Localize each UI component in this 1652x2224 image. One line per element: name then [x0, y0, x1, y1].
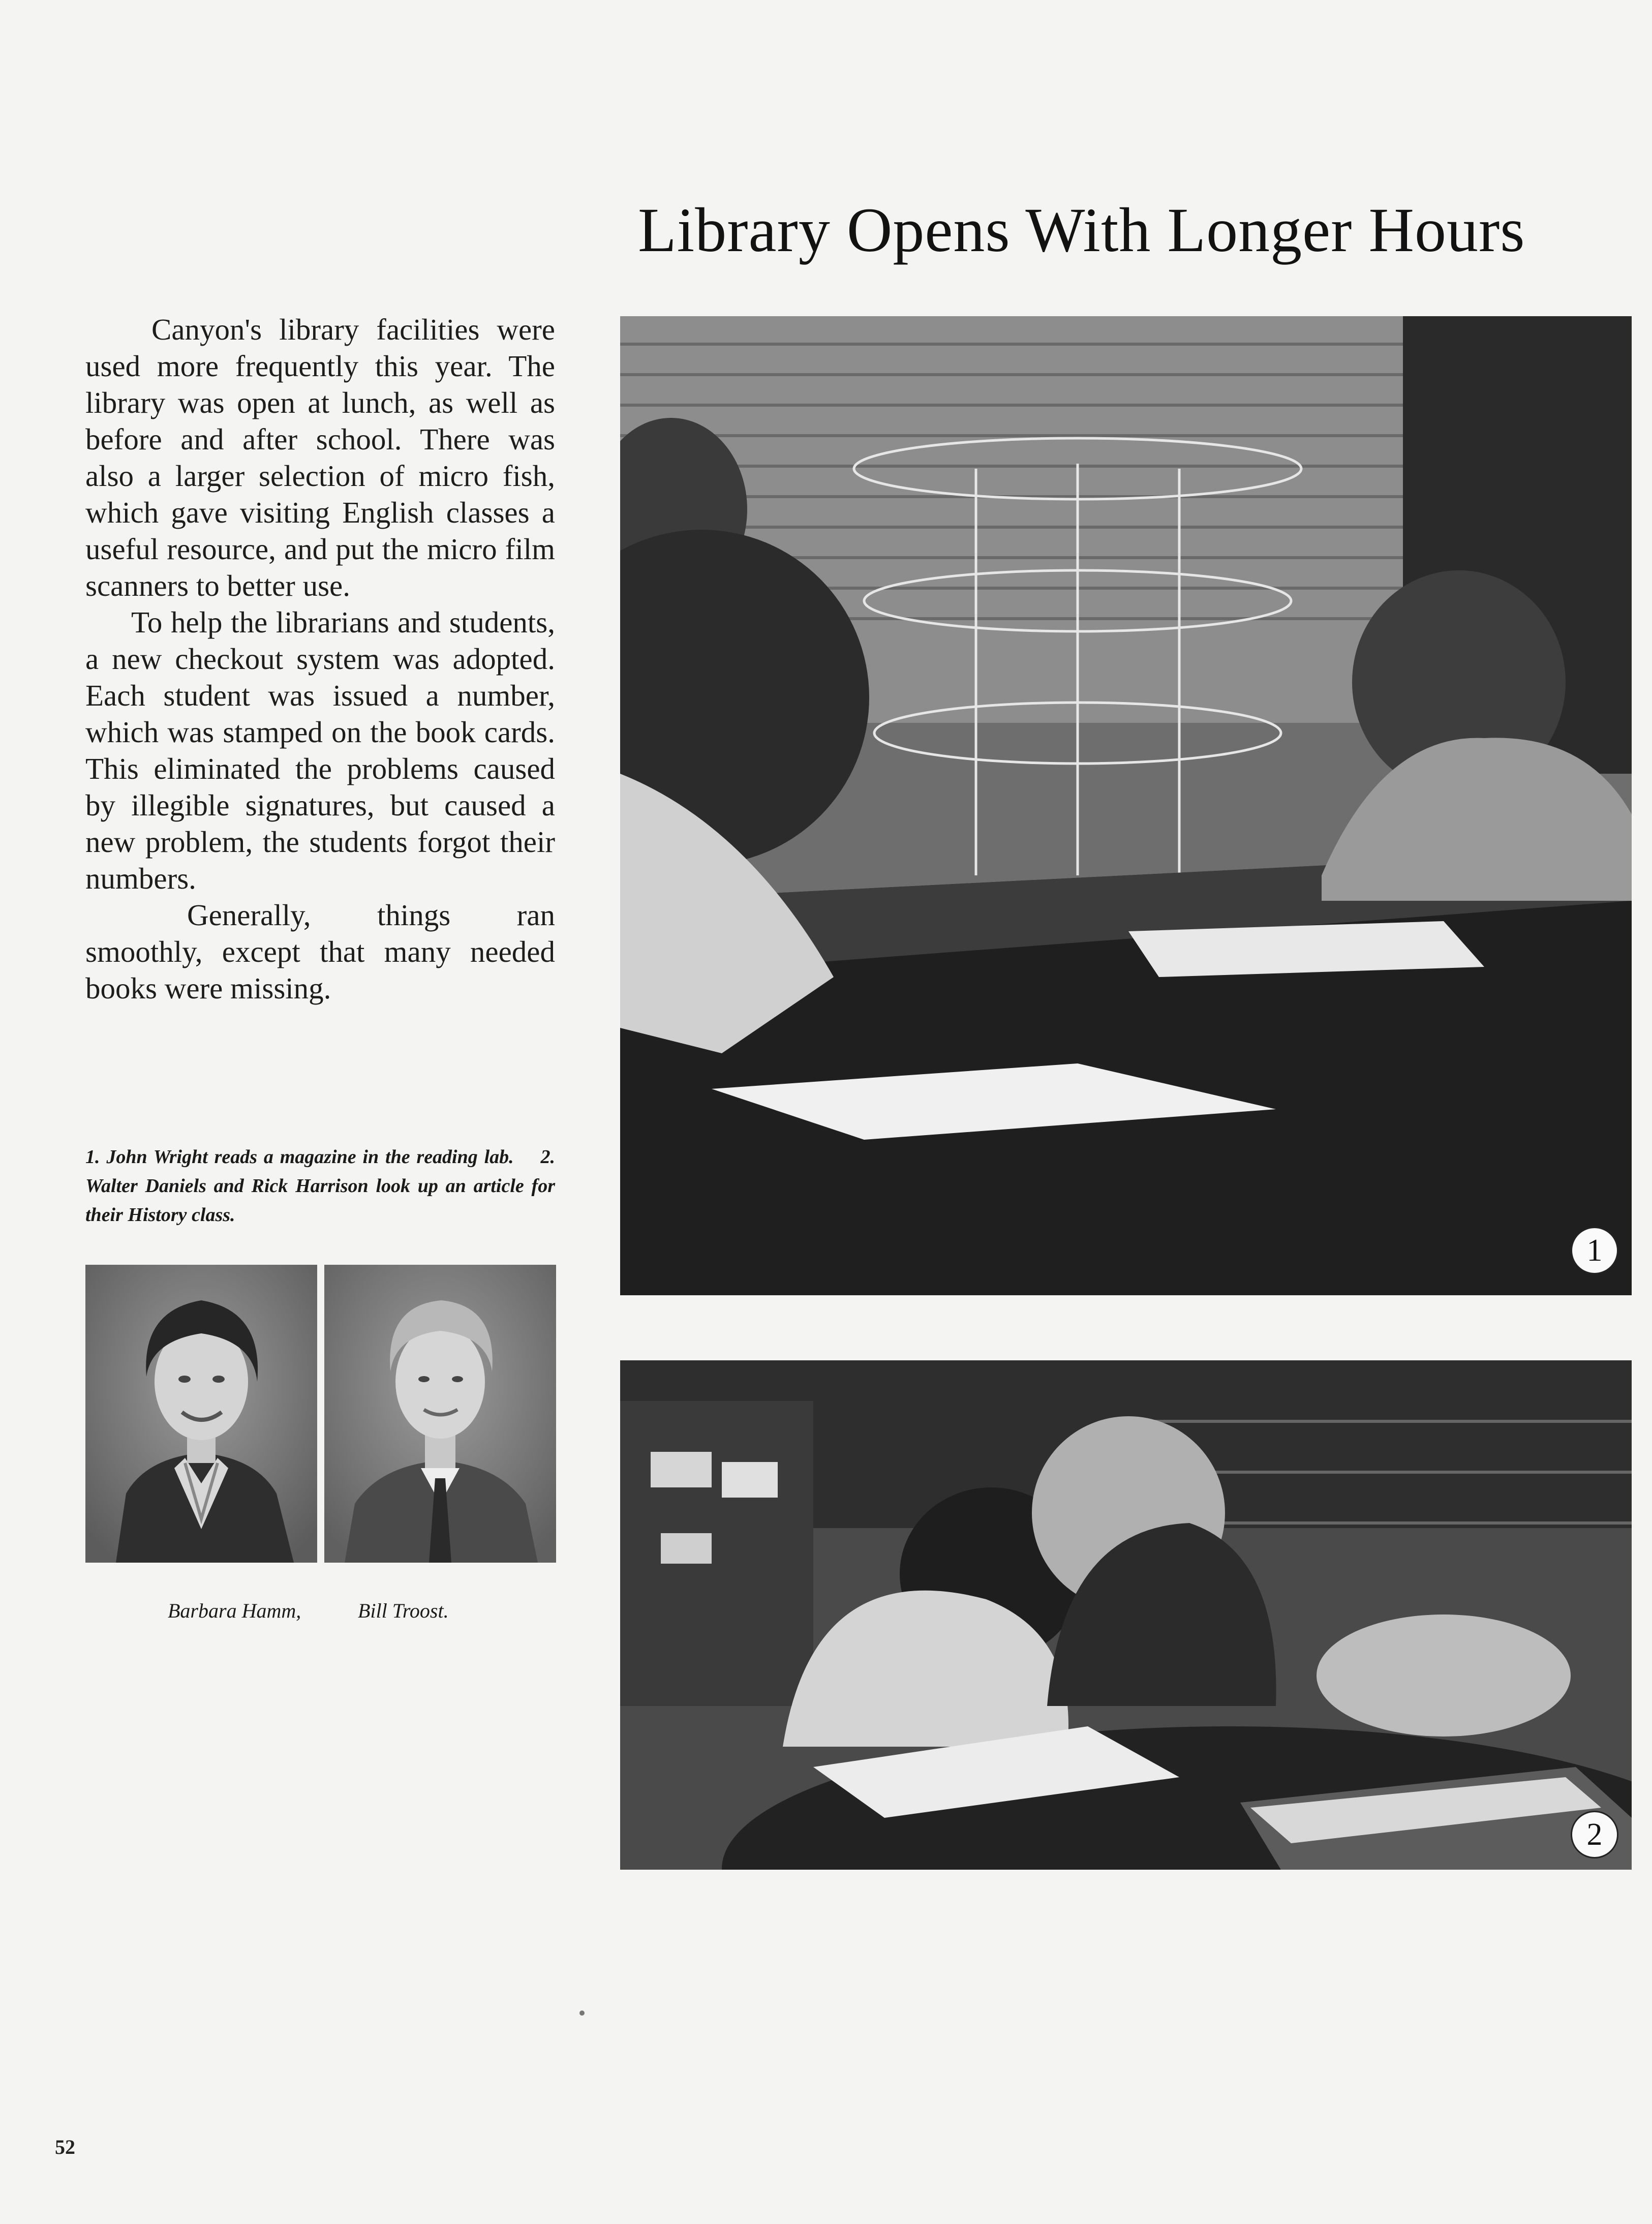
page-title: Library Opens With Longer Hours — [638, 195, 1525, 265]
caption-item-1: 1. John Wright reads a magazine in the reading lab. — [85, 1146, 514, 1168]
portrait-name-right: Bill Troost. — [358, 1599, 449, 1622]
photo-history-article — [620, 1360, 1632, 1870]
paragraph-3: Generally, things ran smoothly, except that many needed books were missing. — [85, 898, 555, 1005]
portrait-bill-troost — [324, 1265, 556, 1563]
paragraph-2: To help the librarians and students, a new checkout system was adopted. Each student was issued a number, which was stamped on the book cards. This eliminated the problems caused by illegible signatures, but caused a new problem, the students forgot their numbers. — [85, 605, 555, 895]
portrait-name-left: Barbara Hamm, — [168, 1599, 301, 1622]
photo-caption — [85, 1143, 555, 1230]
caption-item-2: 2. Walter Daniels and Rick Harrison look up an article for their History class. — [85, 1146, 555, 1226]
speck — [579, 2010, 585, 2016]
photo-2-number-badge: 2 — [1571, 1811, 1618, 1859]
article-body — [85, 311, 555, 1007]
portrait-barbara-hamm — [85, 1265, 317, 1563]
photo-1-number-badge: 1 — [1571, 1227, 1618, 1274]
page-number: 52 — [55, 2136, 75, 2158]
photo-reading-lab — [620, 316, 1632, 1295]
paragraph-1: Canyon's library facilities were used more frequently this year. The library was open at lunch, as well as before and after school. There was also a larger selection of micro fish, which gave visiting English classes a useful resource, and put the micro film scanners to better use. — [85, 313, 555, 602]
